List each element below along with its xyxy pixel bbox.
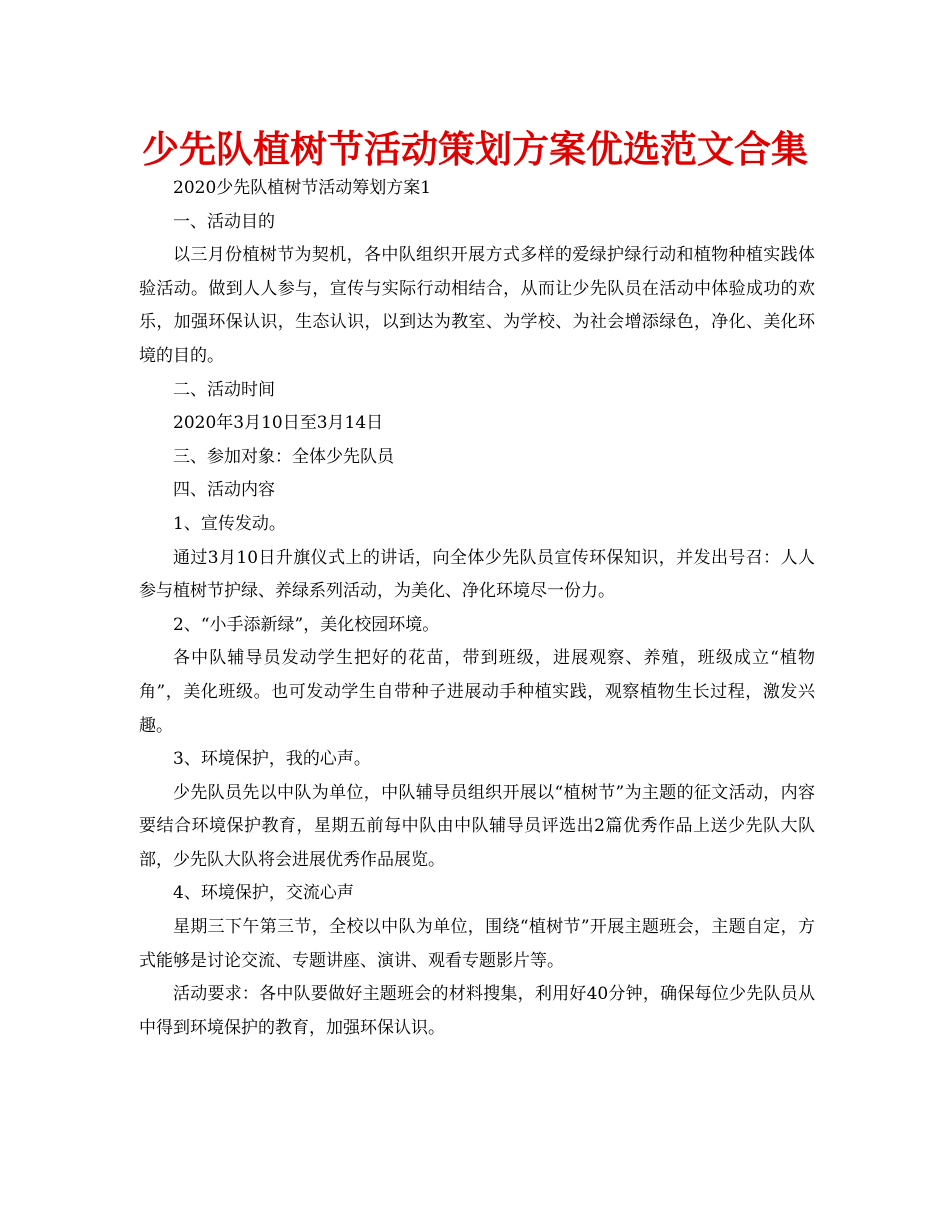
plan-subtitle: 2020少先队植树节活动筹划方案1 bbox=[173, 178, 432, 198]
paragraph-purpose: 以三月份植树节为契机，各中队组织开展方式多样的爱绿护绿行动和植物种植实践体验活动。做到人人参与，宣传与实际行动相结合，从而让少先队员在活动中体验成功的欢乐，加强环保认识，生态认识，以到达为教室、为学校、为社会增添绿色，净化、美化环境的目的。 bbox=[139, 245, 815, 366]
section-heading-time: 二、活动时间 bbox=[173, 379, 275, 400]
paragraph-requirements: 活动要求：各中队要做好主题班会的材料搜集，利用好40分钟，确保每位少先队员从中得到环境保护的教育，加强环保认识。 bbox=[139, 984, 815, 1038]
paragraph-item-4: 星期三下午第三节，全校以中队为单位，围绕“植树节”开展主题班会，主题自定，方式能够是讨论交流、专题讲座、演讲、观看专题影片等。 bbox=[139, 917, 815, 971]
section-heading-content: 四、活动内容 bbox=[173, 480, 275, 501]
item-heading-2: 2、“小手添新绿”，美化校园环境。 bbox=[173, 614, 440, 635]
item-heading-1: 1、宣传发动。 bbox=[173, 513, 286, 534]
section-heading-purpose: 一、活动目的 bbox=[173, 211, 275, 232]
section-heading-participants: 三、参加对象：全体少先队员 bbox=[173, 446, 394, 467]
paragraph-item-1: 通过3月10日升旗仪式上的讲话，向全体少先队员宣传环保知识，并发出号召：人人参与植树节护绿、养绿系列活动，为美化、净化环境尽一份力。 bbox=[139, 547, 815, 602]
paragraph-time: 2020年3月10日至3月14日 bbox=[173, 413, 384, 434]
item-heading-4: 4、环境保护，交流心声 bbox=[173, 883, 354, 904]
item-heading-3: 3、环境保护，我的心声。 bbox=[173, 749, 371, 770]
paragraph-item-3: 少先队员先以中队为单位，中队辅导员组织开展以“植树节”为主题的征文活动，内容要结合环境保护教育，星期五前每中队由中队辅导员评选出2篇优秀作品上送少先队大队部，少先队大队将会进展优秀作品展览。 bbox=[139, 782, 815, 870]
document-title: 少先队植树节活动策划方案优选范文合集 bbox=[142, 128, 808, 171]
document-body bbox=[139, 172, 815, 1045]
paragraph-item-2: 各中队辅导员发动学生把好的花苗，带到班级，进展观察、养殖，班级成立“植物角”，美化班级。也可发动学生自带种子进展动手种植实践，观察植物生长过程，激发兴趣。 bbox=[139, 648, 815, 736]
